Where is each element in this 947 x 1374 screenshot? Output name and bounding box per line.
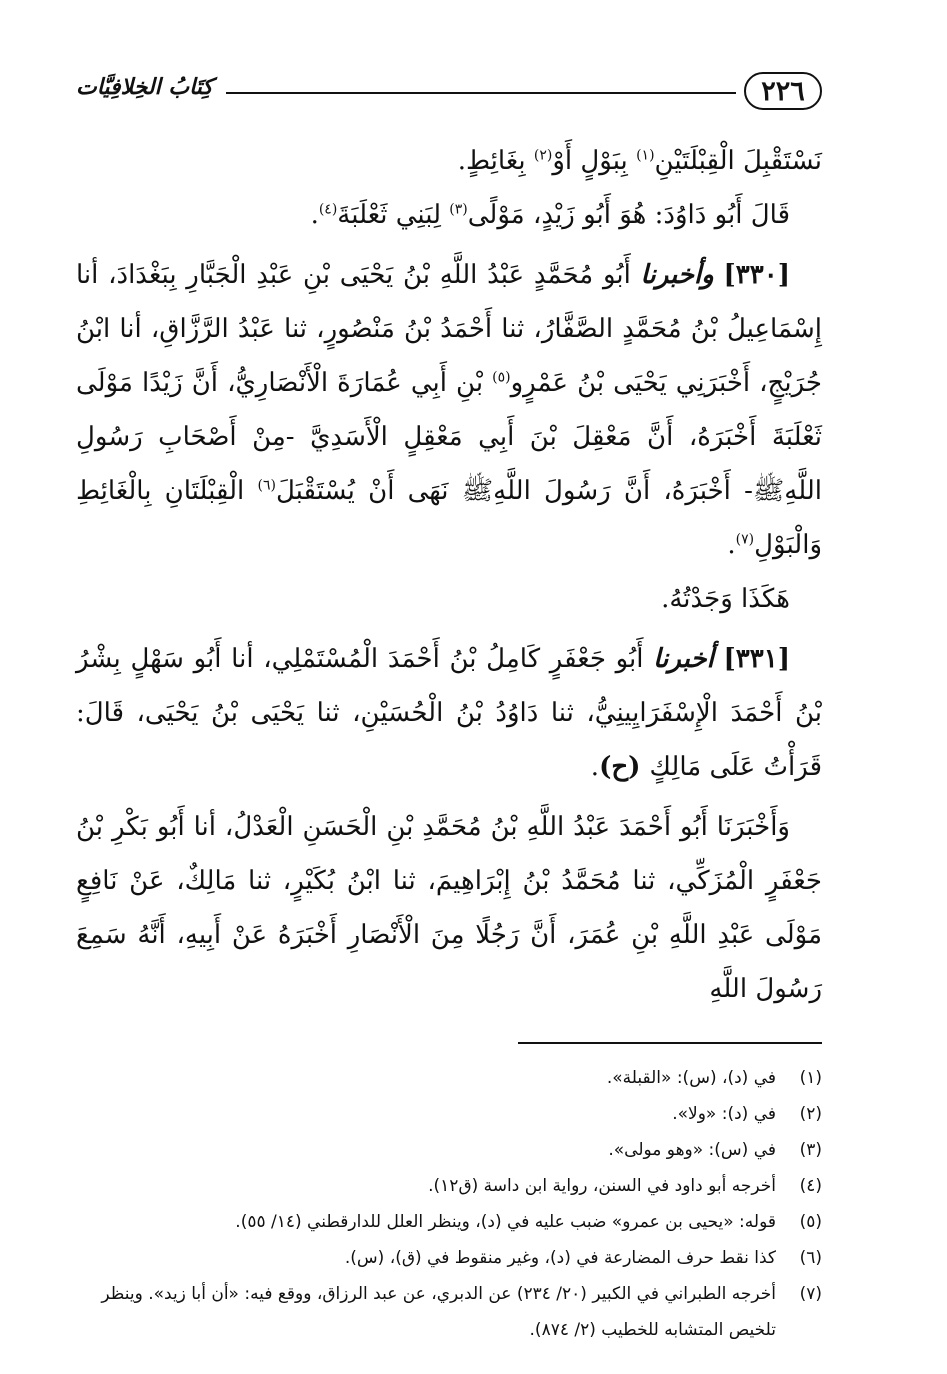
hadith-331 [76, 632, 822, 794]
footnote-ref-2[interactable]: (٢) [533, 147, 553, 164]
footnote-number: (٤) [799, 1176, 822, 1196]
main-text [76, 134, 822, 1016]
footnote-separator [518, 1042, 822, 1044]
text-run: بِبَوْلٍ أَوْ [552, 146, 637, 176]
footnote-ref-4[interactable]: (٤) [318, 201, 338, 218]
tahwil-marker: (ح) [599, 752, 650, 782]
footnote-text: في (س): «وهو مولى». [608, 1140, 776, 1160]
footnote-number: (٢) [799, 1104, 822, 1124]
footnote-ref-7[interactable]: (٧) [735, 531, 755, 548]
footnote-ref-5[interactable]: (٥) [492, 369, 511, 386]
paragraph-note: هَكَذَا وَجَدْتُهُ. [661, 584, 790, 614]
footnote-ref-6[interactable]: (٦) [257, 477, 276, 494]
text-run: . [727, 530, 736, 560]
footnote-number: (٣) [799, 1140, 822, 1160]
footnote-number: (٦) [799, 1248, 822, 1268]
text-run: . [590, 752, 600, 782]
text-run: نَسْتَقْبِلَ الْقِبْلَتَيْنِ [654, 146, 822, 176]
text-run: لِبَنِي ثَعْلَبَةَ [337, 200, 450, 230]
footnote-item [76, 1168, 822, 1204]
footnote-item [76, 1276, 822, 1348]
text-run: أَبُو جَعْفَرٍ كَامِلُ بْنُ أَحْمَدَ الْمُسْتَمْلِي، أنا أَبُو سَهْلٍ بِشْرُ بْنُ أَحْمَدَ الْإِسْفَرَايِينِيُّ، ثنا دَاوُدُ بْنُ الْحُسَيْنِ، ثنا يَحْيَى بْنُ يَحْيَى، قَالَ: قَرَأْتُ عَلَى مَالِكٍ [76, 644, 822, 782]
footnotes [76, 1060, 822, 1348]
page-header [76, 62, 822, 120]
narration-keyword: وأخبرنا [640, 260, 714, 290]
footnote-item [76, 1132, 822, 1168]
footnote-text: أخرجه أبو داود في السنن، رواية ابن داسة (ق١٢). [428, 1176, 776, 1196]
footnote-ref-1[interactable]: (١) [636, 147, 655, 164]
narration-keyword: أخبرنا [653, 644, 714, 674]
text-run: . [310, 200, 319, 230]
text-run: أَبُو مُحَمَّدٍ عَبْدُ اللَّهِ بْنُ يَحْيَى بْنِ عَبْدِ الْجَبَّارِ بِبَغْدَادَ، أنا إِسْمَاعِيلُ بْنُ مُحَمَّدٍ الصَّفَّارُ، ثنا أَحْمَدُ بْنُ مَنْصُورٍ، ثنا عَبْدُ الرَّزَّاقِ، أنا ابْنُ جُرَيْجٍ، أَخْبَرَنِي يَحْيَى بْنُ عَمْرٍو [76, 260, 822, 398]
footnote-number: (١) [799, 1068, 822, 1088]
page-number: ٢٢٦ [744, 72, 822, 110]
footnote-number: (٧) [799, 1284, 822, 1304]
salla-glyph: ﷺ [752, 476, 785, 506]
paragraph-2 [76, 188, 822, 242]
footnote-item [76, 1096, 822, 1132]
hadith-number: [٣٣١] [723, 644, 791, 674]
footnote-item [76, 1060, 822, 1096]
text-run: نَهَى أَنْ يُسْتَقْبَلَ [275, 476, 462, 506]
hadith-number: [٣٣٠] [723, 260, 790, 290]
text-run: - أَخْبَرَهُ، أَنَّ رَسُولَ اللَّهِ [493, 476, 753, 506]
header-rule [226, 92, 736, 94]
footnote-text: في (د)، (س): «القبلة». [606, 1068, 776, 1088]
footnote-text: في (د): «ولا». [672, 1104, 776, 1124]
footnote-number: (٥) [799, 1212, 822, 1232]
text-run: بِغَائِطٍ. [457, 146, 534, 176]
hadith-330 [76, 248, 822, 572]
text-run: بْنِ أَبِي عُمَارَةَ الْأَنْصَارِيُّ، أَنَّ زَيْدًا مَوْلَى ثَعْلَبَةَ أَخْبَرَهُ، أَنَّ مَعْقِلَ بْنَ أَبِي مَعْقِلٍ الْأَسَدِيَّ -مِنْ أَصْحَابِ رَسُولِ اللَّهِ [76, 368, 822, 506]
footnote-ref-3[interactable]: (٣) [449, 201, 468, 218]
paragraph-6: وَأَخْبَرَنَا أَبُو أَحْمَدَ عَبْدُ اللَّهِ بْنُ مُحَمَّدِ بْنِ الْحَسَنِ الْعَدْلُ، أنا أَبُو بَكْرِ بْنُ جَعْفَرٍ الْمُزَكِّي، ثنا مُحَمَّدُ بْنُ إِبْرَاهِيمَ، ثنا ابْنُ بُكَيْرٍ، ثنا مَالِكٌ، عَنْ نَافِعٍ مَوْلَى عَبْدِ اللَّهِ بْنِ عُمَرَ، أَنَّ رَجُلًا مِنَ الْأَنْصَارِ أَخْبَرَهُ عَنْ أَبِيهِ، أَنَّهُ سَمِعَ رَسُولَ اللَّهِ [76, 812, 822, 1004]
book-title: كِتَابُ الخِلافِيَّات [76, 74, 213, 100]
footnote-text: أخرجه الطبراني في الكبير (٢٠/ ٢٣٤) عن الدبري، عن عبد الرزاق، ووقع فيه: «أن أبا زيد». وينظر تلخيص المتشابه للخطيب (٢/ ٨٧٤). [101, 1284, 776, 1340]
salla-glyph: ﷺ [461, 476, 494, 506]
text-run: قَالَ أَبُو دَاوُدَ: هُوَ أَبُو زَيْدٍ، مَوْلًى [467, 200, 790, 230]
footnote-item [76, 1240, 822, 1276]
paragraph-1 [76, 134, 822, 188]
footnote-text: كذا نقط حرف المضارعة في (د)، وغير منقوط في (ق)، (س). [344, 1248, 776, 1268]
book-page [76, 62, 822, 1348]
text-run: الْقِبْلَتَانِ بِالْغَائِطِ وَالْبَوْلِ [76, 476, 822, 560]
footnote-item [76, 1204, 822, 1240]
footnote-text: قوله: «يحيى بن عمرو» ضبب عليه في (د)، وينظر العلل للدارقطني (١٤/ ٥٥). [235, 1212, 776, 1232]
